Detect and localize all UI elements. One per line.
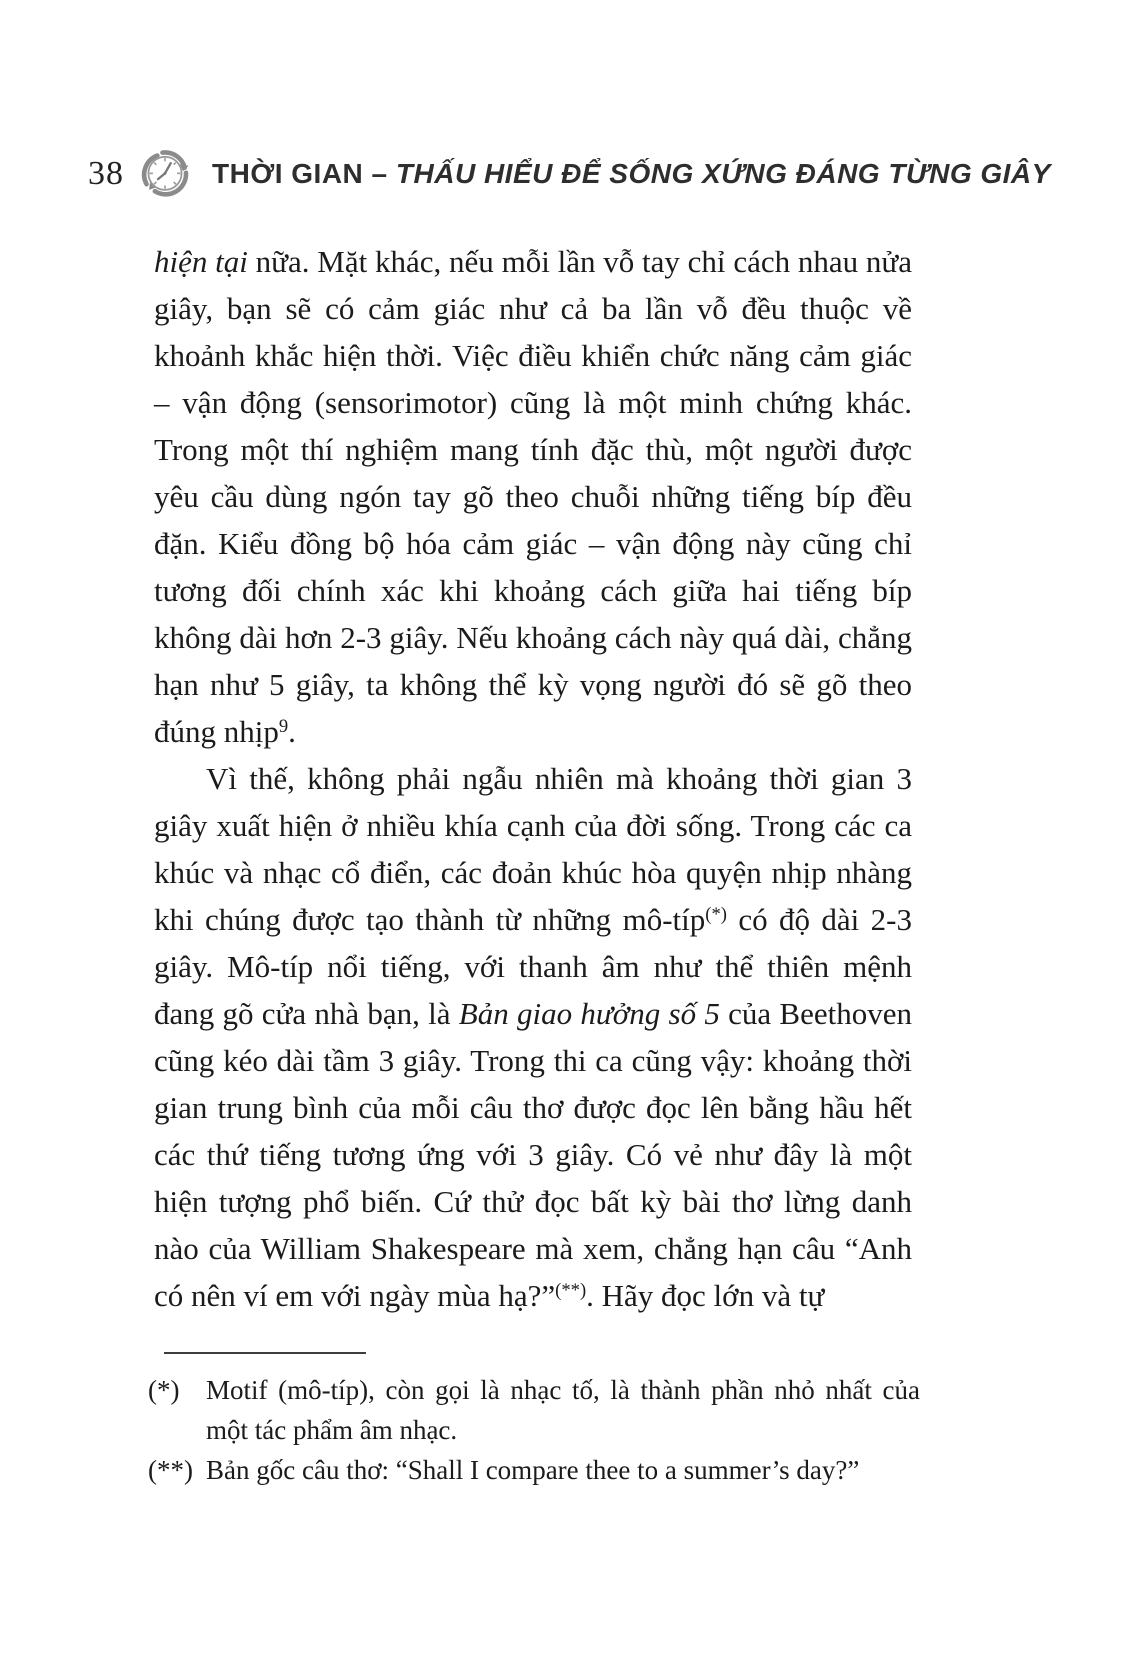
running-title <box>212 158 1051 190</box>
footnote-shakespeare <box>148 1450 920 1490</box>
paragraph-2: Vì thế, không phải ngẫu nhiên mà khoảng thời gian 3 giây xuất hiện ở nhiều khía cạnh của đời sống. Trong các ca khúc và nhạc cổ điển, các đoản khúc hòa quyện nhịp nhàng khi chúng được tạo thành từ những mô-típ(*) có độ dài 2-3 giây. Mô-típ nổi tiếng, với thanh âm như thể thiên mệnh đang gõ cửa nhà bạn, là Bản giao hưởng số 5 của Beethoven cũng kéo dài tầm 3 giây. Trong thi ca cũng vậy: khoảng thời gian trung bình của mỗi câu thơ được đọc lên bằng hầu hết các thứ tiếng tương ứng với 3 giây. Có vẻ như đây là một hiện tượng phổ biến. Cứ thử đọc bất kỳ bài thơ lừng danh nào của William Shakespeare mà xem, chẳng hạn câu “Anh có nên ví em với ngày mùa hạ?”(**). Hãy đọc lớn và tự <box>154 761 912 1313</box>
footnote-motif <box>148 1370 920 1450</box>
footnote-divider <box>164 1352 366 1354</box>
footnote-text: Motif (mô-típ), còn gọi là nhạc tố, là thành phần nhỏ nhất của một tác phẩm âm nhạc. <box>206 1375 920 1445</box>
footnote-marker: (**) <box>148 1455 193 1485</box>
body-text <box>154 238 912 1319</box>
running-title-main: THỜI GIAN – <box>212 158 396 189</box>
footnote-text: Bản gốc câu thơ: “Shall I compare thee to a summer’s day?” <box>206 1455 860 1485</box>
footnotes-section <box>148 1352 920 1490</box>
page-number: 38 <box>88 155 124 192</box>
paragraph-1: hiện tại nữa. Mặt khác, nếu mỗi lần vỗ tay chỉ cách nhau nửa giây, bạn sẽ có cảm giác như cả ba lần vỗ đều thuộc về khoảnh khắc hiện thời. Việc điều khiển chức năng cảm giác – vận động (sensorimotor) cũng là một minh chứng khác. Trong một thí nghiệm mang tính đặc thù, một người được yêu cầu dùng ngón tay gõ theo chuỗi những tiếng bíp đều đặn. Kiểu đồng bộ hóa cảm giác – vận động này cũng chỉ tương đối chính xác khi khoảng cách giữa hai tiếng bíp không dài hơn 2-3 giây. Nếu khoảng cách này quá dài, chẳng hạn như 5 giây, ta không thể kỳ vọng người đó sẽ gõ theo đúng nhịp$^9$. <box>154 244 912 749</box>
footnote-marker: (*) <box>148 1375 180 1405</box>
clock-rotation-icon <box>137 146 193 202</box>
page-header <box>88 146 1051 202</box>
running-title-subtitle: THẤU HIỂU ĐỂ SỐNG XỨNG ĐÁNG TỪNG GIÂY <box>395 158 1051 189</box>
